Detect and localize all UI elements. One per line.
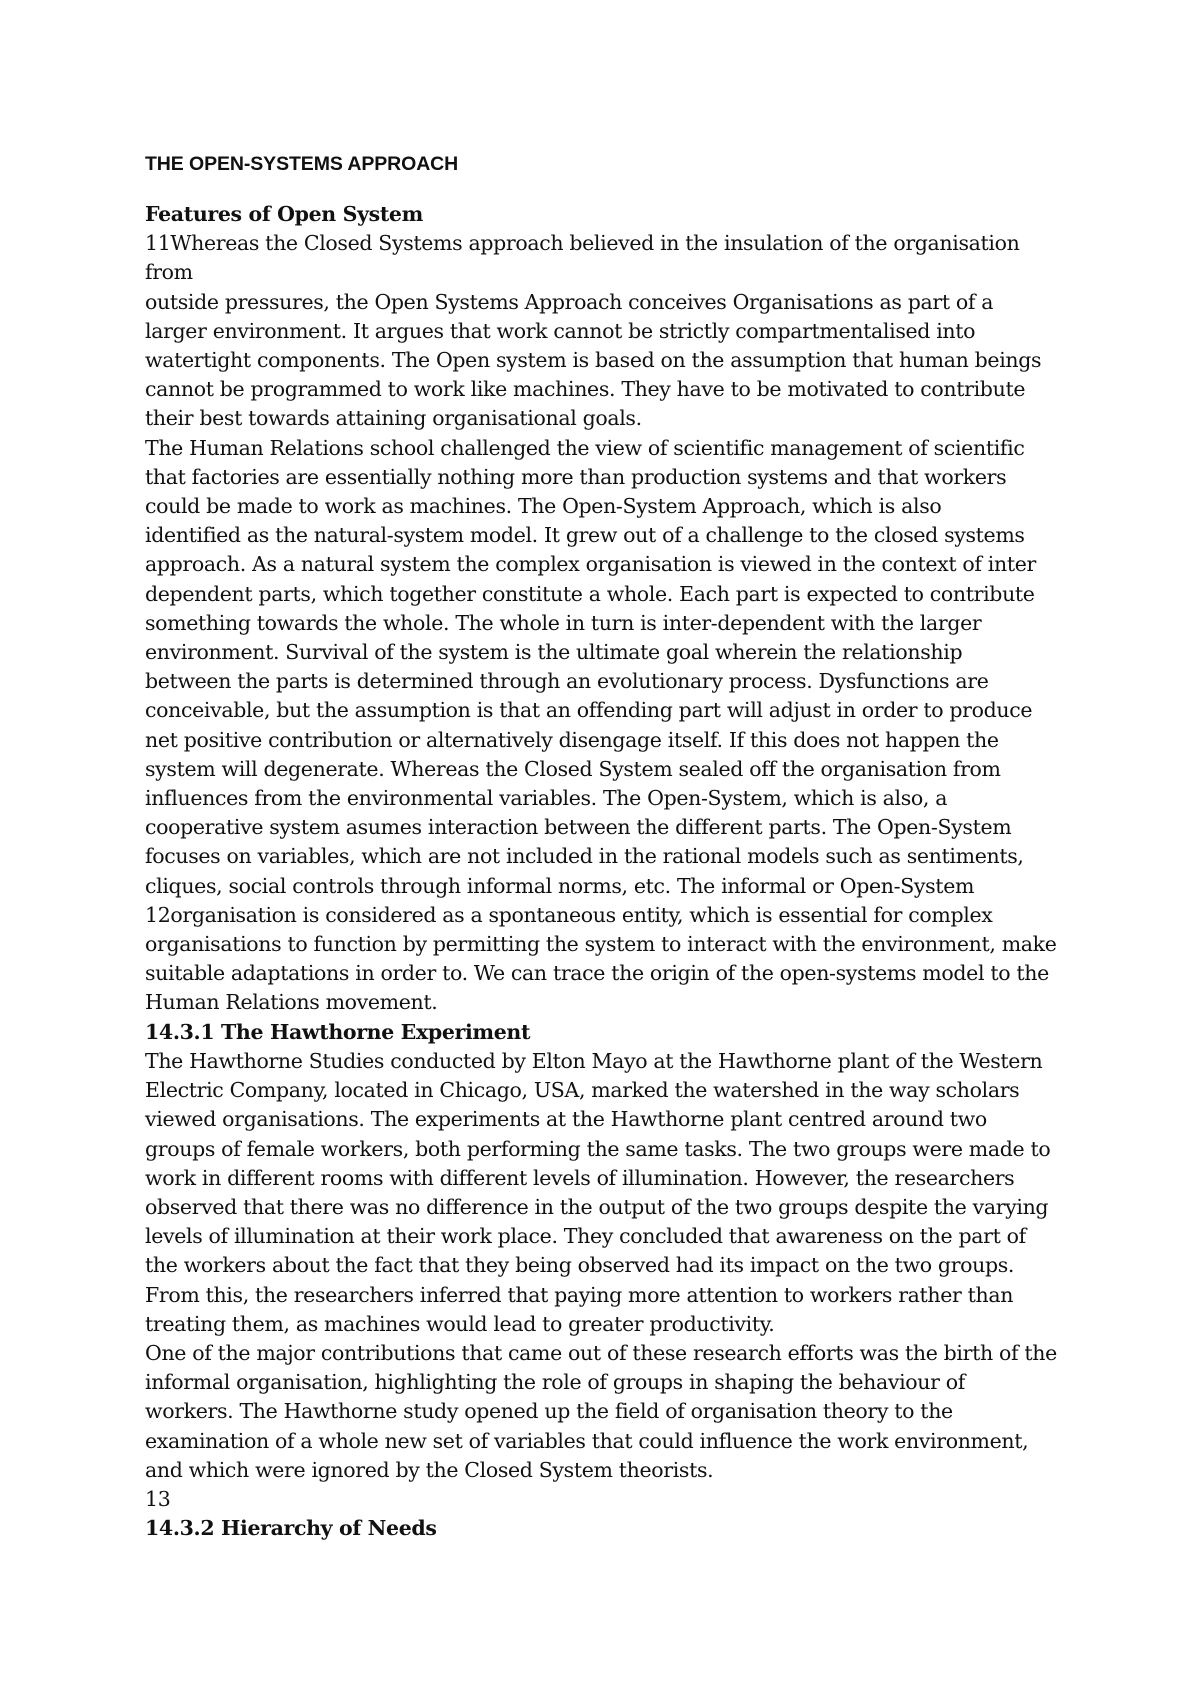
text-line: dependent parts, which together constitute a whole. Each part is expected to contribute <box>145 581 1035 606</box>
text-line: cliques, social controls through informal norms, etc. The informal or Open-System <box>145 873 975 898</box>
text-line: something towards the whole. The whole in turn is inter-dependent with the larger <box>145 610 982 635</box>
text-line: outside pressures, the Open Systems Approach conceives Organisations as part of a <box>145 289 994 314</box>
text-line: work in different rooms with different levels of illumination. However, the researchers <box>145 1165 1015 1190</box>
text-line: focuses on variables, which are not included in the rational models such as sentiments, <box>145 844 1024 869</box>
text-line: groups of female workers, both performing the same tasks. The two groups were made to <box>145 1136 1051 1161</box>
text-line: From this, the researchers inferred that paying more attention to workers rather than <box>145 1282 1014 1307</box>
text-line: The Hawthorne Studies conducted by Elton Mayo at the Hawthorne plant of the Western <box>145 1048 1043 1073</box>
document-body <box>145 150 1075 1543</box>
text-line: cooperative system asumes interaction between the different parts. The Open-System <box>145 815 1012 840</box>
text-line: One of the major contributions that came out of these research efforts was the birth of the <box>145 1340 1057 1365</box>
text-line: levels of illumination at their work place. They concluded that awareness on the part of <box>145 1224 1026 1249</box>
text-line: organisations to function by permitting the system to interact with the environment, make <box>145 932 1057 957</box>
text-line: influences from the environmental variables. The Open-System, which is also, a <box>145 786 948 811</box>
text-line: suitable adaptations in order to. We can trace the origin of the open-systems model to the <box>145 961 1049 986</box>
text-line: informal organisation, highlighting the role of groups in shaping the behaviour of <box>145 1370 965 1395</box>
page-title: THE OPEN-SYSTEMS APPROACH <box>145 153 459 175</box>
text-line: 12organisation is considered as a spontaneous entity, which is essential for complex <box>145 902 993 927</box>
text-line: their best towards attaining organisational goals. <box>145 406 642 431</box>
text-line: net positive contribution or alternatively disengage itself. If this does not happen the <box>145 727 999 752</box>
text-line: observed that there was no difference in the output of the two groups despite the varying <box>145 1194 1049 1219</box>
text-line: between the parts is determined through an evolutionary process. Dysfunctions are <box>145 669 989 694</box>
text-blocks <box>145 200 1075 1543</box>
text-line: could be made to work as machines. The Open-System Approach, which is also <box>145 494 942 519</box>
text-line: Electric Company, located in Chicago, USA, marked the watershed in the way scholars <box>145 1078 1020 1103</box>
section-heading: 14.3.1 The Hawthorne Experiment <box>145 1019 531 1044</box>
text-line: 11Whereas the Closed Systems approach believed in the insulation of the organisation <box>145 231 1020 256</box>
section-heading: 14.3.2 Hierarchy of Needs <box>145 1516 437 1541</box>
text-line: workers. The Hawthorne study opened up the field of organisation theory to the <box>145 1399 953 1424</box>
text-line: and which were ignored by the Closed System theorists. <box>145 1457 714 1482</box>
text-line: the workers about the fact that they being observed had its impact on the two groups. <box>145 1253 1015 1278</box>
text-line: conceivable, but the assumption is that an offending part will adjust in order to produce <box>145 698 1033 723</box>
text-line: Human Relations movement. <box>145 990 438 1015</box>
section-heading: Features of Open System <box>145 202 423 226</box>
text-line: environment. Survival of the system is the ultimate goal wherein the relationship <box>145 640 963 665</box>
text-line: 13 <box>145 1486 171 1511</box>
text-line: viewed organisations. The experiments at the Hawthorne plant centred around two <box>145 1107 987 1132</box>
text-line: cannot be programmed to work like machines. They have to be motivated to contribute <box>145 377 1026 402</box>
text-line: approach. As a natural system the complex organisation is viewed in the context of inter <box>145 552 1036 577</box>
text-line: from <box>145 260 193 285</box>
text-line: larger environment. It argues that work cannot be strictly compartmentalised into <box>145 318 976 343</box>
text-line: that factories are essentially nothing more than production systems and that workers <box>145 464 1007 489</box>
text-line: system will degenerate. Whereas the Closed System sealed off the organisation from <box>145 756 1001 781</box>
text-line: treating them, as machines would lead to greater productivity. <box>145 1311 775 1336</box>
text-line: identified as the natural-system model. It grew out of a challenge to the closed systems <box>145 523 1025 548</box>
text-line: The Human Relations school challenged the view of scientific management of scientific <box>145 435 1025 460</box>
text-line: examination of a whole new set of variables that could influence the work environment, <box>145 1428 1029 1453</box>
text-line: watertight components. The Open system is based on the assumption that human beings <box>145 348 1042 373</box>
